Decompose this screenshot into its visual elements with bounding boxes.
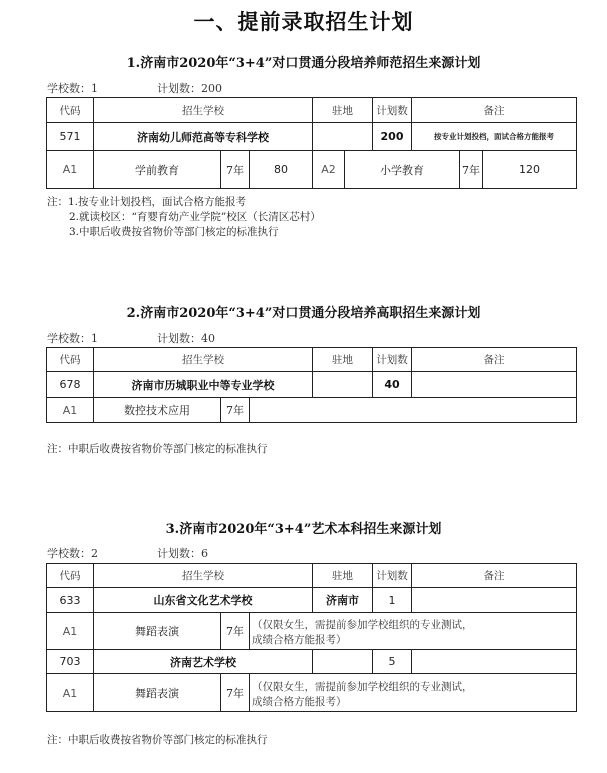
header-remark: 备注	[483, 354, 505, 366]
major-remark: 成绩合格方能报考）	[252, 634, 347, 646]
school-code: 703	[59, 655, 81, 668]
school-plan: 200	[380, 130, 404, 143]
major-count: 80	[274, 163, 288, 176]
section-2-title: 2.济南市2020年“3+4”对口贯通分段培养高职招生来源计划	[126, 306, 481, 321]
school-name: 山东省文化艺术学校	[153, 594, 253, 607]
header-code: 代码	[59, 104, 81, 117]
header-plan: 计划数	[376, 354, 408, 366]
header-code: 代码	[59, 354, 81, 366]
major-name: 舞蹈表演	[135, 625, 179, 638]
section-2-note: 注：中职后收费按省物价等部门核定的标准执行	[47, 443, 268, 455]
school-remark: 按专业计划投档，面试合格方能报考	[434, 132, 554, 141]
school-name: 济南幼儿师范高等专科学校	[137, 130, 269, 144]
major-years: 7年	[462, 163, 480, 177]
header-location: 驻地	[332, 354, 353, 366]
major-name: 学前教育	[135, 163, 179, 177]
header-plan: 计划数	[376, 104, 408, 117]
school-location	[313, 650, 372, 673]
school-plan: 5	[388, 655, 396, 668]
major-remark: （仅限女生，需提前参加学校组织的专业测试，	[252, 681, 473, 693]
header-school: 招生学校	[182, 104, 224, 117]
section-2-schools-count: 学校数：1	[47, 332, 98, 345]
header-code: 代码	[59, 570, 81, 582]
header-location: 驻地	[332, 570, 353, 582]
major-years: 7年	[226, 163, 244, 177]
school-code: 678	[59, 378, 81, 391]
header-remark: 备注	[483, 104, 505, 117]
major-code: A1	[62, 624, 78, 638]
major-count: 120	[519, 163, 540, 176]
major-code: A1	[62, 686, 78, 700]
school-code: 633	[59, 593, 81, 607]
section-1-plan-count: 计划数：200	[157, 82, 222, 95]
school-location	[313, 372, 372, 397]
header-school: 招生学校	[182, 354, 224, 366]
school-name: 济南市历城职业中等专业学校	[131, 378, 275, 392]
section-1-schools-count: 学校数：1	[47, 82, 98, 95]
section-1-note: 注：1.按专业计划投档，面试合格方能报考	[47, 196, 247, 208]
header-remark: 备注	[483, 570, 505, 582]
section-3-schools-count: 学校数：2	[47, 547, 98, 560]
school-plan: 1	[388, 593, 396, 607]
page-title: 一、提前录取招生计划	[193, 9, 414, 34]
school-code: 571	[59, 130, 81, 143]
school-location: 济南市	[326, 594, 359, 607]
header-school: 招生学校	[182, 570, 224, 582]
header-location: 驻地	[332, 104, 353, 117]
major-name: 小学教育	[380, 163, 424, 177]
section-1-title: 1.济南市2020年“3+4”对口贯通分段培养师范招生来源计划	[126, 56, 481, 71]
major-name: 数控技术应用	[124, 404, 190, 417]
major-years: 7年	[226, 404, 244, 417]
school-plan: 40	[384, 378, 400, 391]
major-remark: （仅限女生，需提前参加学校组织的专业测试，	[252, 619, 473, 631]
school-name: 济南艺术学校	[170, 655, 236, 669]
major-name: 舞蹈表演	[135, 687, 179, 700]
section-3-plan-count: 计划数：6	[157, 547, 208, 560]
major-code: A1	[62, 403, 78, 417]
section-3-title: 3.济南市2020年“3+4”艺术本科招生来源计划	[165, 522, 442, 537]
school-location	[313, 123, 372, 150]
major-years: 7年	[226, 625, 244, 638]
major-remark: 成绩合格方能报考）	[252, 696, 347, 708]
section-2-plan-count: 计划数：40	[157, 332, 215, 345]
school-remark	[412, 372, 576, 397]
section-1-note: 2.就读校区：“育婴育幼产业学院”校区（长清区芯村）	[69, 211, 321, 223]
major-years: 7年	[226, 687, 244, 700]
major-code: A1	[62, 163, 78, 176]
section-3-note: 注：中职后收费按省物价等部门核定的标准执行	[47, 734, 268, 746]
major-code: A2	[321, 163, 336, 176]
header-plan: 计划数	[376, 570, 408, 582]
section-1-note: 3.中职后收费按省物价等部门核定的标准执行	[69, 226, 279, 238]
